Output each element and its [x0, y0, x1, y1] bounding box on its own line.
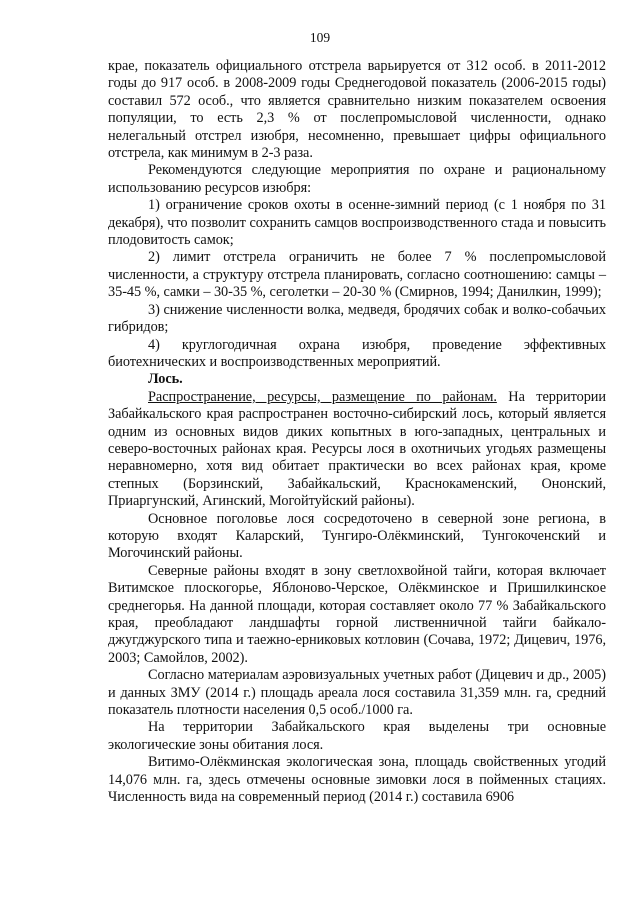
list-item-3: 3) снижение численности волка, медведя, бродячих собак и волко-собачьих гибридов; — [108, 301, 606, 336]
paragraph-recommendations-intro: Рекомендуются следующие мероприятия по охране и рациональному использованию ресурсов изюбря: — [108, 162, 606, 196]
paragraph-survey-data: Согласно материалам аэровизуальных учетных работ (Дицевич и др., 2005) и данных ЗМУ (2014 г.) площадь ареала лося составила 31,359 млн. га, средний показатель плотности населения 0,5 особ./1000 га. — [108, 667, 606, 719]
paragraph-harvest-stats: крае, показатель официального отстрела варьируется от 312 особ. в 2011-2012 годы до 917 особ. в 2008-2009 годы Среднегодовой показатель (2006-2015 годы) составил 572 особ., что является сравнительно низким показателем освоения популяции, то есть 2,3 % от послепромысловой численности, однако нелегальный отстрел изюбря, несомненно, превышает цифры официального отстрела, как минимум в 2-3 раза. — [108, 58, 606, 162]
section-title-moose: Лось. — [148, 371, 183, 388]
paragraph-taiga: Северные районы входят в зону светлохвойной тайги, которая включает Витимское плоскогорье, Яблоново-Черское, Олёкминское и Пришилкинское среднегорья. На данной площади, которая составляет около 77 % Забайкальского края, преобладают ландшафты горной лиственничной тайги байкало-джугджурского типа и таежно-ерниковых котловин (Сочава, 1972; Дицевич, 1976, 2003; Самойлов, 2002). — [108, 562, 606, 666]
distribution-heading: Распространение, ресурсы, размещение по районам. — [148, 388, 497, 405]
paragraph-vitim-olekma-zone: Витимо-Олёкминская экологическая зона, площадь свойственных угодий 14,076 млн. га, здесь отмечены основные зимовки лося в пойменных стациях. Численность вида на современный период (2014 г.) составила 6906 — [108, 754, 606, 806]
page-body — [108, 58, 606, 806]
paragraph-eco-zones: На территории Забайкальского края выделены три основные экологические зоны обитания лося. — [108, 719, 606, 753]
paragraph-distribution — [108, 389, 606, 511]
distribution-text: На территории Забайкальского края распространен восточно-сибирский лось, который является одним из основных видов диких копытных в юго-западных, центральных и северо-восточных районах края. Ресурсы лося в охотничьих угодьях размещены неравномерно, хотя вид обитает практически во всех районах края, кроме степных (Борзинский, Забайкальский, Краснокаменский, Ононский, Приаргунский, Агинский, Могойтуйский районы). — [108, 388, 607, 510]
page-number: 109 — [309, 30, 331, 45]
list-item-1: 1) ограничение сроков охоты в осенне-зимний период (с 1 ноября по 31 декабря), что позволит сохранить самцов воспроизводственного стада и повысить плодовитость самок; — [108, 197, 606, 249]
list-item-4: 4) круглогодичная охрана изюбря, проведение эффективных биотехнических и воспроизводственных мероприятий. — [108, 336, 606, 370]
paragraph-northern-zone: Основное поголовье лося сосредоточено в северной зоне региона, в которую входят Каларский, Тунгиро-Олёкминский, Тунгокоченский и Могочинский районы. — [108, 510, 606, 562]
list-item-2: 2) лимит отстрела ограничить не более 7 % послепромысловой численности, а структуру отстрела планировать, согласно соотношению: самцы – 35-45 %, самки – 30-35 %, сеголетки – 20-30 % (Смирнов, 1994; Данилкин, 1999); — [108, 249, 606, 301]
